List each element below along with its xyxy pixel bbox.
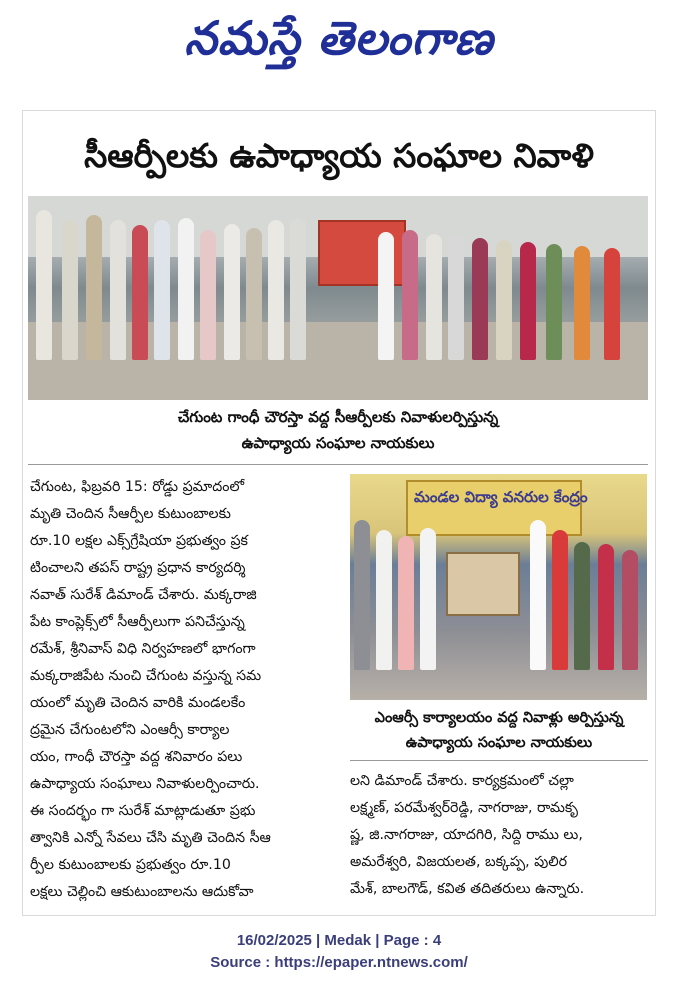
article-line: లక్ష్మణ్, పరమేశ్వర్‌రెడ్డి, నాగరాజు, రామకృ	[350, 800, 578, 816]
article-line: ర్పీల కుటుంబాలకు ప్రభుత్వం రూ.10	[30, 857, 231, 873]
article-line: నవాత్ సురేశ్ డిమాండ్ చేశారు. మక్కరాజి	[30, 587, 257, 603]
person-figure	[530, 520, 546, 670]
person-figure	[552, 530, 568, 670]
person-figure	[36, 210, 52, 360]
photo2-caption-line: ఉపాధ్యాయ సంఘాల నాయకులు	[405, 735, 593, 751]
person-figure	[86, 215, 102, 360]
article-headline: సీఆర్పీలకు ఉపాధ్యాయ సంఘాల నివాళి	[84, 136, 594, 175]
person-figure	[178, 218, 194, 360]
article-line: పేట కాంప్లెక్స్‌లో సీఆర్పీలుగా పనిచేస్తున్న	[30, 614, 245, 630]
photo1-caption-line: చేగుంట గాంధీ చౌరస్తా వద్ద సీఆర్పీలకు నివాళులర్పిస్తున్న	[177, 408, 499, 426]
person-figure	[268, 220, 284, 360]
person-figure	[574, 246, 590, 360]
person-figure	[224, 224, 240, 360]
article-line: చేగుంట, ఫిబ్రవరి 15: రోడ్డు ప్రమాదంలో	[30, 479, 245, 495]
person-figure	[448, 236, 464, 360]
article-line: ద్రమైన చేగుంటలోని ఎంఆర్సీ కార్యాల	[30, 722, 230, 738]
article-line: ఈ సందర్భం గా సురేశ్ మాట్లాడుతూ ప్రభు	[30, 803, 256, 819]
photo1-caption-line: ఉపాధ్యాయ సంఘాల నాయకులు	[241, 434, 435, 452]
tribute-photo-mrc-office	[350, 474, 647, 700]
article-line: మేశ్, బాలగౌడ్, కవిత తదితరులు ఉన్నారు.	[350, 881, 585, 897]
person-figure	[604, 248, 620, 360]
mrc-office-signboard	[406, 480, 588, 536]
person-figure	[354, 520, 370, 670]
article-body-right-column	[350, 768, 648, 903]
person-figure	[472, 238, 488, 360]
caption-divider	[350, 760, 648, 761]
photo2-caption-line: ఎంఆర్సీ కార్యాలయం వద్ద నివాళ్లు అర్పిస్తున్న	[374, 710, 624, 726]
person-figure	[132, 225, 148, 360]
article-line: ఉపాధ్యాయ సంఘాలు నివాళులర్పించారు.	[30, 776, 260, 792]
memorial-portrait-board	[446, 552, 520, 616]
person-figure	[426, 234, 442, 360]
newspaper-masthead: నమస్తే తెలంగాణ	[184, 11, 494, 65]
article-line: త్వానికి ఎన్నో సేవలు చేసి మృతి చెందిన సీఆ	[30, 830, 271, 846]
tribute-photo-street	[28, 196, 648, 400]
person-figure	[290, 218, 306, 360]
person-figure	[62, 220, 78, 360]
article-line: అమరేశ్వరి, విజయలత, బక్కప్ప, పులిర	[350, 854, 568, 870]
person-figure	[110, 220, 126, 360]
person-figure	[574, 542, 590, 670]
article-line: లక్షలు చెల్లించి ఆకుటుంబాలను ఆదుకోవా	[30, 884, 254, 900]
source-link[interactable]: Source : https://epaper.ntnews.com/	[210, 954, 468, 971]
article-line: యం, గాంధీ చౌరస్తా వద్ద శనివారం పలు	[30, 749, 243, 765]
article-line: టించాలని తపస్ రాష్ట్ర ప్రధాన కార్యదర్శి	[30, 560, 246, 576]
article-body-left-column	[30, 474, 342, 906]
signboard-text: మండల విద్యా వనరుల కేంద్రం	[414, 488, 588, 506]
photo1-caption	[28, 404, 648, 456]
article-line: మక్కరాజిపేట నుంచి చేగుంట వస్తున్న సమ	[30, 668, 262, 684]
person-figure	[420, 528, 436, 670]
article-line: యంలో మృతి చెందిన వారికి మండలకేం	[30, 695, 246, 711]
article-line: మృతి చెందిన సీఆర్పీల కుటుంబాలకు	[30, 506, 231, 522]
person-figure	[622, 550, 638, 670]
person-figure	[378, 232, 394, 360]
person-figure	[546, 244, 562, 360]
person-figure	[154, 220, 170, 360]
person-figure	[398, 536, 414, 670]
section-divider	[28, 464, 648, 465]
photo2-caption	[350, 706, 648, 756]
person-figure	[200, 230, 216, 360]
person-figure	[496, 240, 512, 360]
person-figure	[246, 228, 262, 360]
article-line: లని డిమాండ్ చేశారు. కార్యక్రమంలో చల్లా	[350, 773, 574, 789]
person-figure	[598, 544, 614, 670]
person-figure	[376, 530, 392, 670]
article-line: రూ.10 లక్షల ఎక్స్‌గ్రేషియా ప్రభుత్వం ప్రక	[30, 533, 248, 549]
publication-date-edition: 16/02/2025 | Medak | Page : 4	[236, 932, 442, 949]
article-line: రమేశ్, శ్రీనివాస్ విధి నిర్వహణలో భాగంగా	[30, 641, 256, 657]
article-line: ష్ణ, జి.నాగరాజు, యాదగిరి, సిద్ది రాము లు,	[350, 827, 583, 843]
person-figure	[520, 242, 536, 360]
person-figure	[402, 230, 418, 360]
